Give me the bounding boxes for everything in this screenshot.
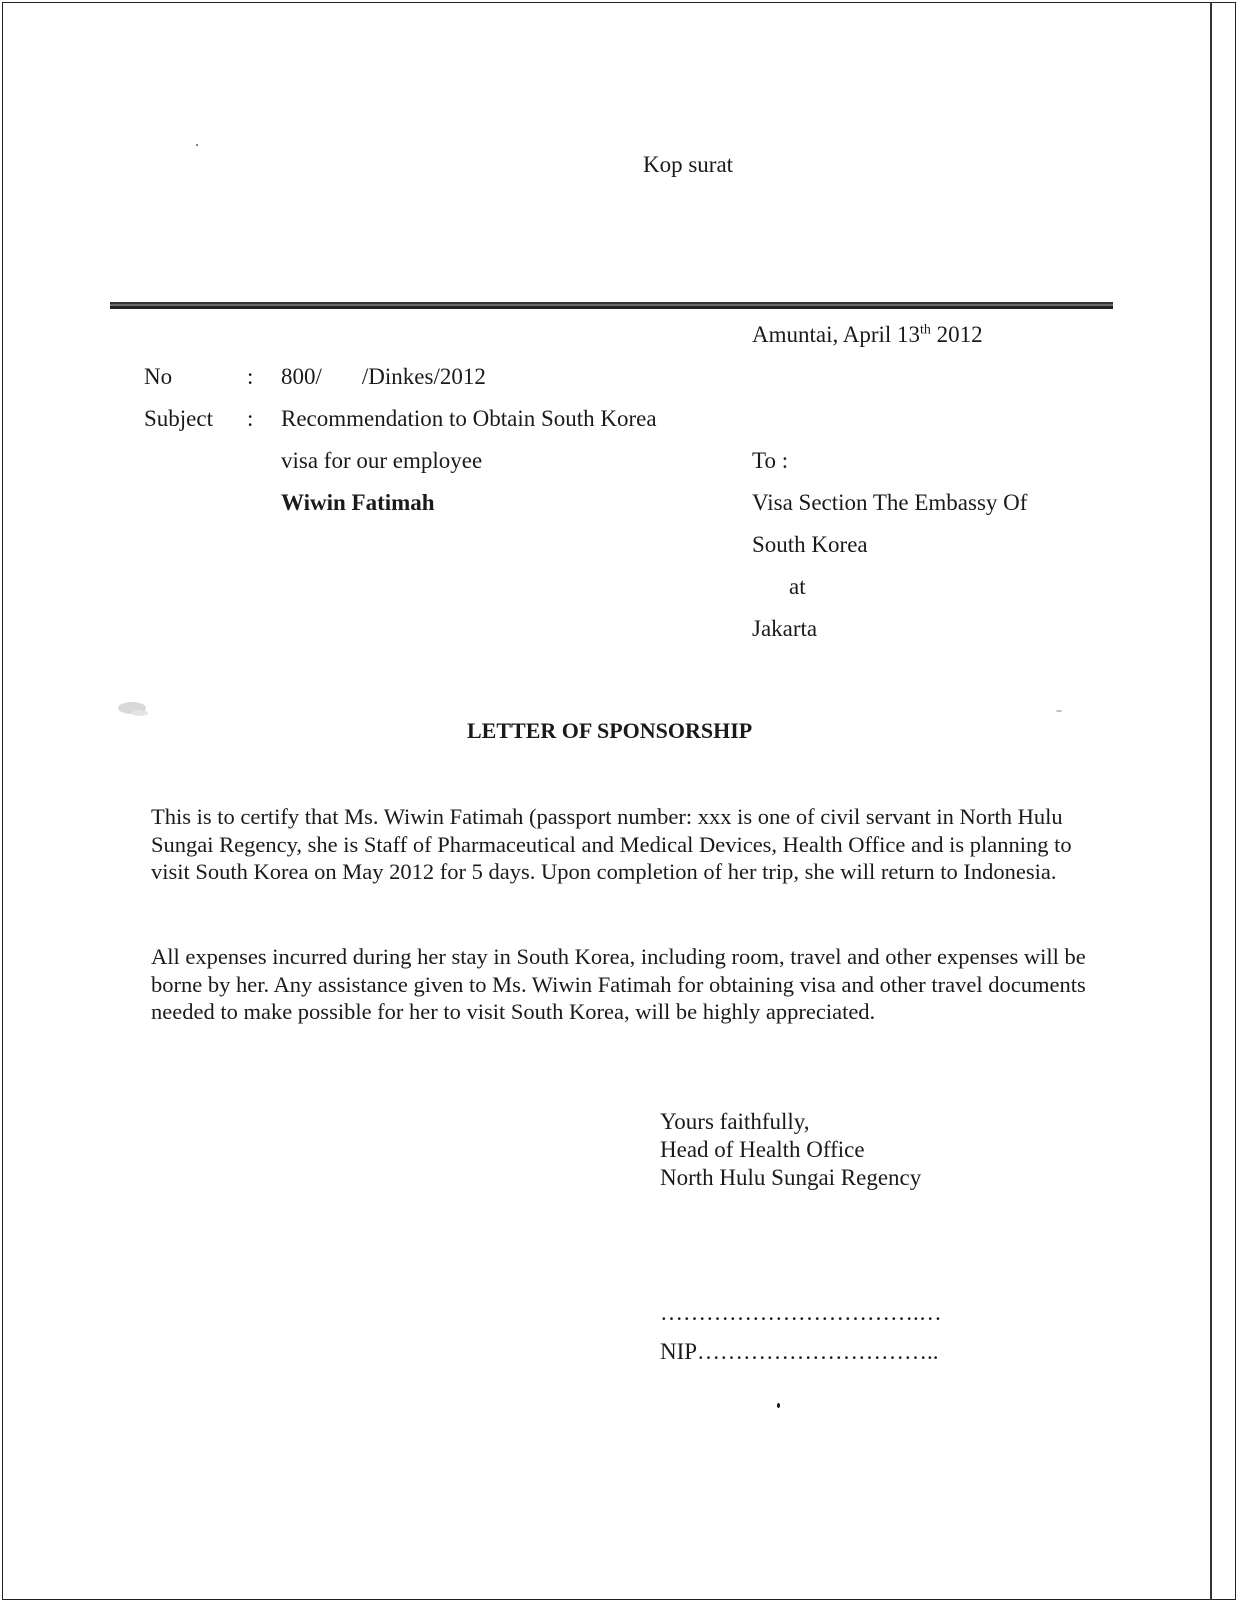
letter-number-part2: /Dinkes/2012: [361, 364, 486, 389]
scan-speck: [777, 1403, 780, 1408]
letterhead-placeholder: Kop surat: [643, 152, 734, 177]
subject-line-1: Recommendation to Obtain South Korea: [281, 406, 657, 431]
body-paragraph-2: All expenses incurred during her stay in South Korea, including room, travel and other expenses will be borne by her. Any assistance given to Ms. Wiwin Fatimah for obtaining visa and other travel documents needed to make possible for her to visit South Korea, will be highly appreciated.: [151, 944, 1086, 1024]
recipient-line-4: Jakarta: [752, 616, 818, 641]
subject-line-2: visa for our employee: [281, 448, 483, 473]
body-paragraph-1: This is to certify that Ms. Wiwin Fatimah (passport number: xxx is one of civil servant in North Hulu Sungai Regency, she is Staff of Pharmaceutical and Medical Devices, Health Office and is planning to visit South Korea on May 2012 for 5 days. Upon completion of her trip, she will return to Indonesia.: [151, 804, 1072, 884]
letter-title: LETTER OF SPONSORSHIP: [467, 718, 753, 743]
scan-smudge: [110, 698, 160, 720]
page-border-right: [1210, 2, 1212, 1600]
letter-number: [281, 364, 486, 390]
closing-title: Head of Health Office: [660, 1137, 865, 1162]
recipient-line-1: Visa Section The Embassy Of: [752, 490, 1028, 515]
scan-speck: [196, 144, 198, 146]
recipient-line-2: South Korea: [752, 532, 868, 557]
no-label: No: [144, 364, 173, 389]
no-colon: :: [247, 364, 254, 389]
subject-employee-name: Wiwin Fatimah: [281, 490, 435, 515]
closing-salutation: Yours faithfully,: [660, 1109, 810, 1134]
subject-colon: :: [247, 406, 254, 431]
recipient-to: To :: [752, 448, 789, 473]
date-suffix: th: [920, 322, 931, 338]
page-border: [2, 2, 1236, 1600]
date-year: 2012: [930, 322, 983, 347]
closing-organization: North Hulu Sungai Regency: [660, 1165, 922, 1190]
letter-number-part1: 800/: [281, 364, 322, 389]
scan-speck: [1056, 710, 1062, 712]
signature-line: …………………………….…: [660, 1300, 942, 1325]
recipient-line-3: at: [789, 574, 806, 599]
nip-line: NIP…………………………..: [660, 1339, 939, 1364]
letter-date: [752, 322, 983, 348]
letterhead-divider: [110, 302, 1113, 309]
subject-label: Subject: [144, 406, 213, 431]
date-prefix: Amuntai, April 13: [752, 322, 921, 347]
